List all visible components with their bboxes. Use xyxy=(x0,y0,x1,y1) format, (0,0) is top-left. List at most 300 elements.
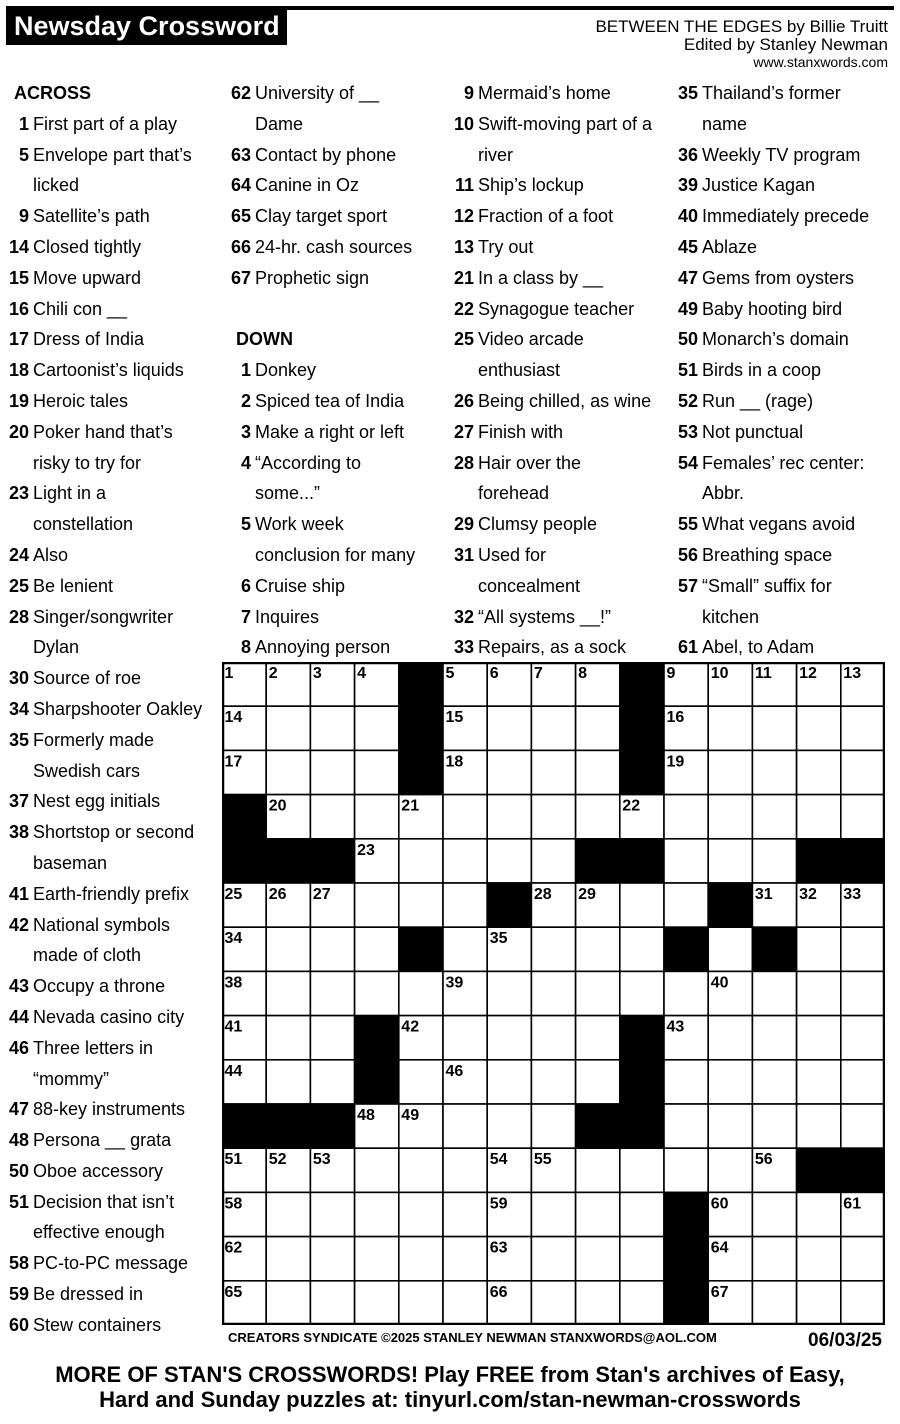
clue-row[interactable] xyxy=(4,417,218,448)
grid-cell[interactable] xyxy=(620,1281,664,1325)
grid-cell[interactable] xyxy=(752,1237,796,1281)
clue-row[interactable] xyxy=(449,509,667,540)
grid-cell[interactable] xyxy=(620,971,664,1015)
grid-cell[interactable] xyxy=(664,883,708,927)
clue-row[interactable] xyxy=(4,1310,218,1341)
clue-text: Work week xyxy=(255,514,344,535)
grid-cell[interactable] xyxy=(708,1104,752,1148)
grid-cell[interactable] xyxy=(576,1281,620,1325)
clue-row[interactable] xyxy=(226,632,444,663)
across-heading: ACROSS xyxy=(14,83,92,103)
clue-row[interactable] xyxy=(226,540,444,571)
clue-row[interactable] xyxy=(449,170,667,201)
black-square xyxy=(399,662,443,706)
clue-row[interactable] xyxy=(4,879,218,910)
clue-row[interactable] xyxy=(673,632,895,663)
grid-cell[interactable] xyxy=(797,1016,841,1060)
black-square xyxy=(620,1016,664,1060)
clue-text: Run __ (rage) xyxy=(702,390,814,411)
grid-cell[interactable] xyxy=(399,1237,443,1281)
clue-number: 45 xyxy=(677,236,698,257)
grid-cell[interactable] xyxy=(797,795,841,839)
grid-cell[interactable] xyxy=(841,1060,885,1104)
clue-column-2 xyxy=(226,78,444,663)
grid-cell[interactable] xyxy=(620,883,664,927)
cell-number: 7 xyxy=(533,665,543,682)
grid-cell[interactable] xyxy=(355,971,399,1015)
clue-text: Justice Kagan xyxy=(702,175,816,196)
clue-row[interactable] xyxy=(4,1187,218,1218)
grid-cell[interactable] xyxy=(266,1281,310,1325)
grid-cell[interactable] xyxy=(620,1148,664,1192)
clue-number: 48 xyxy=(8,1130,29,1151)
clue-text: enthusiast xyxy=(478,360,561,381)
clue-row[interactable] xyxy=(4,725,218,756)
clue-number: 7 xyxy=(240,606,251,627)
clue-row[interactable] xyxy=(4,324,218,355)
grid-cell[interactable] xyxy=(576,1016,620,1060)
black-square xyxy=(797,839,841,883)
clue-text: constellation xyxy=(33,514,134,535)
clue-row[interactable] xyxy=(226,140,444,171)
clue-row[interactable] xyxy=(226,448,444,479)
grid-cell[interactable] xyxy=(664,971,708,1015)
grid-cell[interactable] xyxy=(266,1060,310,1104)
cell-number: 38 xyxy=(224,974,243,992)
grid-cell[interactable] xyxy=(355,927,399,971)
clue-text: Poker hand that’s xyxy=(33,421,173,442)
grid-cell[interactable] xyxy=(355,1148,399,1192)
clue-row[interactable] xyxy=(673,294,895,325)
clue-row[interactable] xyxy=(449,263,667,294)
grid-cell[interactable] xyxy=(841,1281,885,1325)
clue-text: Hair over the xyxy=(478,452,582,473)
clue-row[interactable] xyxy=(4,786,218,817)
grid-cell[interactable] xyxy=(841,795,885,839)
grid-cell[interactable] xyxy=(443,1281,487,1325)
grid-cell[interactable] xyxy=(841,750,885,794)
clue-text: Being chilled, as wine xyxy=(478,390,652,411)
clue-row[interactable] xyxy=(449,571,667,602)
grid-cell[interactable] xyxy=(752,750,796,794)
clue-row[interactable] xyxy=(449,632,667,663)
grid-cell[interactable] xyxy=(797,1281,841,1325)
clue-row[interactable] xyxy=(449,355,667,386)
cell-number: 10 xyxy=(710,665,729,682)
grid-cell[interactable] xyxy=(797,927,841,971)
clue-row[interactable] xyxy=(673,540,895,571)
cell-number: 54 xyxy=(489,1151,508,1169)
clue-row[interactable] xyxy=(673,448,895,479)
clue-number: 5 xyxy=(240,514,251,535)
clue-number: 42 xyxy=(8,914,29,935)
grid-cell[interactable] xyxy=(664,1148,708,1192)
clue-text: Dame xyxy=(255,113,304,134)
clue-row[interactable] xyxy=(449,294,667,325)
clue-text: In a class by __ xyxy=(478,267,604,288)
grid-cell[interactable] xyxy=(620,1237,664,1281)
grid-cell[interactable] xyxy=(752,1104,796,1148)
grid-cell[interactable] xyxy=(310,750,354,794)
grid-cell[interactable] xyxy=(797,1192,841,1236)
grid-cell[interactable] xyxy=(576,1060,620,1104)
clue-row[interactable] xyxy=(4,232,218,263)
clue-row[interactable] xyxy=(673,417,895,448)
grid-cell[interactable] xyxy=(576,927,620,971)
grid-cell[interactable] xyxy=(443,1016,487,1060)
grid-cell[interactable] xyxy=(399,1060,443,1104)
column-gap xyxy=(226,294,444,325)
clue-number: 15 xyxy=(8,267,29,288)
clue-row[interactable] xyxy=(4,201,218,232)
grid-cell[interactable] xyxy=(487,839,531,883)
clue-row[interactable] xyxy=(226,232,444,263)
grid-cell[interactable] xyxy=(266,1192,310,1236)
clue-row[interactable] xyxy=(226,602,444,633)
clue-number: 50 xyxy=(677,329,698,350)
clue-text: effective enough xyxy=(33,1222,165,1243)
grid-cell[interactable] xyxy=(355,750,399,794)
cell-number: 18 xyxy=(445,753,464,771)
black-square xyxy=(664,1237,708,1281)
grid-cell[interactable] xyxy=(310,1281,354,1325)
grid-cell[interactable] xyxy=(310,927,354,971)
clue-row[interactable] xyxy=(449,417,667,448)
clue-number: 53 xyxy=(677,421,698,442)
clue-row[interactable] xyxy=(673,386,895,417)
grid-cell[interactable] xyxy=(355,1237,399,1281)
grid-cell[interactable] xyxy=(576,1192,620,1236)
clue-row[interactable] xyxy=(4,170,218,201)
grid-cell[interactable] xyxy=(531,839,575,883)
clue-row[interactable] xyxy=(4,509,218,540)
cell-number: 45 xyxy=(357,1062,375,1080)
clue-row[interactable] xyxy=(4,1217,218,1248)
clue-number: 46 xyxy=(8,1037,29,1058)
clue-row[interactable] xyxy=(449,386,667,417)
clue-number: 50 xyxy=(8,1160,29,1181)
grid-cell[interactable] xyxy=(266,927,310,971)
clue-text: Chili con __ xyxy=(33,298,128,319)
grid-cell[interactable] xyxy=(487,1016,531,1060)
grid-cell[interactable] xyxy=(752,795,796,839)
clue-number: 63 xyxy=(230,144,251,165)
clue-row[interactable] xyxy=(673,170,895,201)
clue-row[interactable] xyxy=(226,386,444,417)
grid-cell[interactable] xyxy=(443,1148,487,1192)
grid-cell[interactable] xyxy=(399,839,443,883)
grid-cell[interactable] xyxy=(576,706,620,750)
clue-row[interactable] xyxy=(449,324,667,355)
grid-cell[interactable] xyxy=(266,706,310,750)
grid-cell[interactable] xyxy=(310,1016,354,1060)
grid-cell[interactable] xyxy=(797,1104,841,1148)
clue-row[interactable] xyxy=(4,632,218,663)
clue-row[interactable] xyxy=(4,1064,218,1095)
clue-text: Abbr. xyxy=(702,483,745,504)
grid-cell[interactable] xyxy=(399,971,443,1015)
grid-cell[interactable] xyxy=(487,706,531,750)
grid-cell[interactable] xyxy=(531,1281,575,1325)
grid-cell[interactable] xyxy=(443,883,487,927)
grid-cell[interactable] xyxy=(797,706,841,750)
clue-text: made of cloth xyxy=(33,945,142,966)
clue-row[interactable] xyxy=(226,355,444,386)
grid-cell[interactable] xyxy=(399,1148,443,1192)
clue-row[interactable] xyxy=(4,540,218,571)
clue-row[interactable] xyxy=(673,571,895,602)
cell-number: 33 xyxy=(843,886,862,903)
grid-cell[interactable] xyxy=(664,795,708,839)
grid-cell[interactable] xyxy=(355,706,399,750)
clue-row[interactable] xyxy=(673,509,895,540)
clue-text: Fraction of a foot xyxy=(478,206,614,227)
clue-text: Swift-moving part of a xyxy=(478,113,653,134)
clue-row[interactable] xyxy=(4,263,218,294)
grid-cell[interactable] xyxy=(752,971,796,1015)
puzzle-date: 06/03/25 xyxy=(808,1330,882,1351)
black-square xyxy=(841,1148,885,1192)
grid-cell[interactable] xyxy=(531,927,575,971)
grid-cell[interactable] xyxy=(576,1148,620,1192)
grid-cell[interactable] xyxy=(355,795,399,839)
clue-row[interactable] xyxy=(4,478,218,509)
grid-cell[interactable] xyxy=(310,795,354,839)
grid-cell[interactable] xyxy=(576,750,620,794)
clue-row[interactable] xyxy=(226,170,444,201)
grid-cell[interactable] xyxy=(841,971,885,1015)
clue-row[interactable] xyxy=(4,910,218,941)
grid-cell[interactable] xyxy=(310,1237,354,1281)
clue-row[interactable] xyxy=(4,1094,218,1125)
grid-cell[interactable] xyxy=(752,1281,796,1325)
grid-cell[interactable] xyxy=(576,795,620,839)
clue-row[interactable] xyxy=(4,1279,218,1310)
grid-cell[interactable] xyxy=(443,1192,487,1236)
grid-cell[interactable] xyxy=(443,927,487,971)
grid-cell[interactable] xyxy=(797,1060,841,1104)
cell-number: 43 xyxy=(666,1018,685,1036)
clue-number: 60 xyxy=(8,1314,29,1335)
clue-number xyxy=(4,448,33,479)
clue-row[interactable] xyxy=(4,602,218,633)
grid-cell[interactable] xyxy=(443,1104,487,1148)
clue-text: What vegans avoid xyxy=(702,514,856,535)
clue-row[interactable] xyxy=(4,1156,218,1187)
clue-text: Finish with xyxy=(478,421,564,442)
clue-row[interactable] xyxy=(4,848,218,879)
grid-cell[interactable] xyxy=(310,1060,354,1104)
clue-row[interactable] xyxy=(4,756,218,787)
grid-cell[interactable] xyxy=(266,1016,310,1060)
clue-text: Shortstop or second xyxy=(33,822,195,843)
grid-cell[interactable] xyxy=(708,750,752,794)
promo-line-2[interactable]: Hard and Sunday puzzles at: tinyurl.com/stan-newman-crosswords xyxy=(99,1387,801,1412)
clue-row[interactable] xyxy=(449,478,667,509)
clue-row[interactable] xyxy=(449,602,667,633)
clue-row[interactable] xyxy=(226,417,444,448)
clue-text: Annoying person xyxy=(255,637,391,658)
cell-number: 9 xyxy=(666,665,676,682)
grid-cell[interactable] xyxy=(841,927,885,971)
clue-row[interactable] xyxy=(673,263,895,294)
grid-cell[interactable] xyxy=(664,1060,708,1104)
grid-cell[interactable] xyxy=(841,706,885,750)
grid-cell[interactable] xyxy=(310,706,354,750)
crossword-grid[interactable] xyxy=(222,662,885,1325)
clue-row[interactable] xyxy=(226,109,444,140)
grid-cell[interactable] xyxy=(708,1016,752,1060)
grid-cell[interactable] xyxy=(841,1016,885,1060)
grid-cell[interactable] xyxy=(399,883,443,927)
clue-text: 24-hr. cash sources xyxy=(255,236,413,257)
clue-row[interactable] xyxy=(449,78,667,109)
grid-cell[interactable] xyxy=(752,839,796,883)
grid-cell[interactable] xyxy=(576,1237,620,1281)
clue-row[interactable] xyxy=(449,540,667,571)
grid-cell[interactable] xyxy=(664,839,708,883)
grid-cell[interactable] xyxy=(708,706,752,750)
clue-column-4 xyxy=(673,78,895,663)
clue-number xyxy=(4,509,33,540)
crossword-grid-svg[interactable] xyxy=(222,662,885,1325)
grid-cell[interactable] xyxy=(531,750,575,794)
clue-row[interactable] xyxy=(4,571,218,602)
clue-row[interactable] xyxy=(4,1248,218,1279)
clue-text: Satellite’s path xyxy=(33,206,150,227)
clue-row[interactable] xyxy=(673,324,895,355)
grid-cell[interactable] xyxy=(841,1104,885,1148)
clue-number xyxy=(673,478,702,509)
grid-cell[interactable] xyxy=(752,1192,796,1236)
clue-text: Monarch’s domain xyxy=(702,329,849,350)
grid-cell[interactable] xyxy=(531,1237,575,1281)
clue-row[interactable] xyxy=(4,1002,218,1033)
grid-cell[interactable] xyxy=(531,1016,575,1060)
clue-row[interactable] xyxy=(673,602,895,633)
grid-cell[interactable] xyxy=(355,1192,399,1236)
clue-number: 28 xyxy=(453,452,474,473)
clue-row[interactable] xyxy=(4,971,218,1002)
grid-cell[interactable] xyxy=(399,1192,443,1236)
clue-row[interactable] xyxy=(4,1033,218,1064)
grid-cell[interactable] xyxy=(576,971,620,1015)
clue-row[interactable] xyxy=(673,78,895,109)
grid-cell[interactable] xyxy=(797,1237,841,1281)
grid-cell[interactable] xyxy=(531,706,575,750)
clue-row[interactable] xyxy=(449,201,667,232)
clue-row[interactable] xyxy=(226,478,444,509)
clue-row[interactable] xyxy=(4,355,218,386)
clue-number: 28 xyxy=(8,606,29,627)
clue-text: Move upward xyxy=(33,267,142,288)
grid-cell[interactable] xyxy=(443,839,487,883)
grid-cell[interactable] xyxy=(310,1192,354,1236)
grid-cell[interactable] xyxy=(355,883,399,927)
clue-row[interactable] xyxy=(226,571,444,602)
clue-row[interactable] xyxy=(226,263,444,294)
cell-number: 52 xyxy=(268,1151,287,1169)
grid-cell[interactable] xyxy=(355,1281,399,1325)
grid-cell[interactable] xyxy=(487,750,531,794)
grid-cell[interactable] xyxy=(708,795,752,839)
grid-cell[interactable] xyxy=(531,795,575,839)
clue-row[interactable] xyxy=(4,386,218,417)
clue-row[interactable] xyxy=(4,294,218,325)
clue-row[interactable] xyxy=(673,232,895,263)
grid-cell[interactable] xyxy=(266,971,310,1015)
cell-number: 20 xyxy=(268,797,287,815)
clue-row[interactable] xyxy=(4,109,218,140)
grid-cell[interactable] xyxy=(708,1148,752,1192)
clue-row[interactable] xyxy=(4,694,218,725)
clue-row[interactable] xyxy=(4,140,218,171)
grid-cell[interactable] xyxy=(708,1060,752,1104)
grid-cell[interactable] xyxy=(752,1016,796,1060)
clue-row[interactable] xyxy=(226,78,444,109)
clue-text: Clay target sport xyxy=(255,206,388,227)
grid-cell[interactable] xyxy=(487,1104,531,1148)
grid-cell[interactable] xyxy=(266,750,310,794)
grid-cell[interactable] xyxy=(399,1281,443,1325)
grid-cell[interactable] xyxy=(487,795,531,839)
clue-row[interactable] xyxy=(673,140,895,171)
grid-cell[interactable] xyxy=(708,839,752,883)
grid-cell[interactable] xyxy=(620,1192,664,1236)
clue-row[interactable] xyxy=(449,140,667,171)
clue-row[interactable] xyxy=(449,232,667,263)
clue-row[interactable] xyxy=(4,817,218,848)
clue-row[interactable] xyxy=(4,940,218,971)
clue-row[interactable] xyxy=(673,355,895,386)
grid-cell[interactable] xyxy=(266,1237,310,1281)
clue-text: Make a right or left xyxy=(255,421,405,442)
grid-cell[interactable] xyxy=(841,1237,885,1281)
clue-row[interactable] xyxy=(4,448,218,479)
grid-cell[interactable] xyxy=(531,971,575,1015)
clue-row[interactable] xyxy=(4,1125,218,1156)
clue-row[interactable] xyxy=(4,663,218,694)
clue-number: 31 xyxy=(453,544,474,565)
grid-cell[interactable] xyxy=(531,1104,575,1148)
grid-cell[interactable] xyxy=(487,971,531,1015)
grid-cell[interactable] xyxy=(443,795,487,839)
grid-cell[interactable] xyxy=(531,1192,575,1236)
clue-text: Be dressed in xyxy=(33,1284,144,1305)
grid-cell[interactable] xyxy=(310,971,354,1015)
grid-cell[interactable] xyxy=(752,706,796,750)
grid-cell[interactable] xyxy=(620,927,664,971)
clue-row[interactable] xyxy=(673,109,895,140)
clue-row[interactable] xyxy=(226,201,444,232)
grid-cell[interactable] xyxy=(487,1060,531,1104)
grid-cell[interactable] xyxy=(443,1237,487,1281)
clue-row[interactable] xyxy=(449,109,667,140)
grid-cell[interactable] xyxy=(797,750,841,794)
grid-cell[interactable] xyxy=(664,1104,708,1148)
clue-column-1 xyxy=(4,78,218,1341)
clue-number: 22 xyxy=(453,298,474,319)
grid-cell[interactable] xyxy=(531,1060,575,1104)
clue-row[interactable] xyxy=(226,509,444,540)
grid-cell[interactable] xyxy=(708,927,752,971)
grid-cell[interactable] xyxy=(752,1060,796,1104)
clue-row[interactable] xyxy=(673,201,895,232)
clue-row[interactable] xyxy=(449,448,667,479)
clue-row[interactable] xyxy=(673,478,895,509)
website-link[interactable]: www.stanxwords.com xyxy=(753,54,888,70)
grid-cell[interactable] xyxy=(797,971,841,1015)
